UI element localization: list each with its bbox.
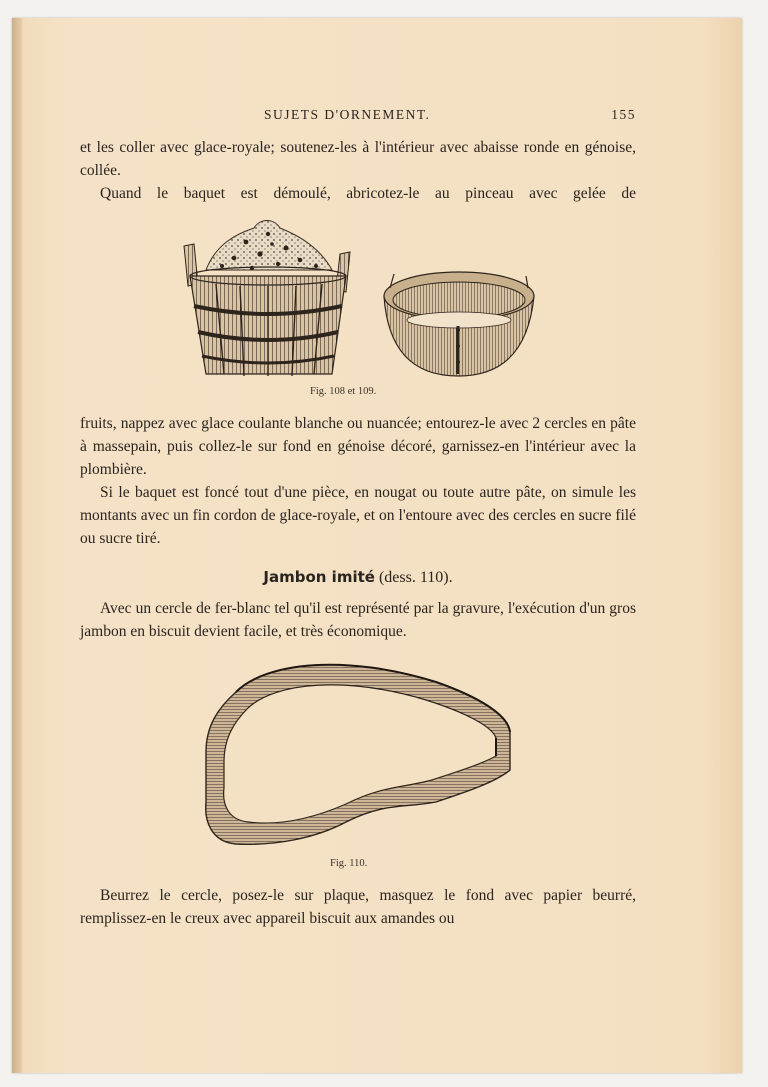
page-gutter-shadow — [12, 18, 22, 1073]
page-number: 155 — [611, 107, 636, 122]
figure-108-109-caption: Fig. 108 et 109. — [310, 386, 377, 397]
figure-109-mould-illustration — [378, 266, 540, 382]
paragraph-4: Si le baquet est foncé tout d'une pièce, en nougat ou toute autre pâte, on simule les montants avec un fin cordon de glace-royale, et on l'entoure avec des cercles en sucre filé ou sucre tiré. — [80, 484, 636, 547]
figure-108-tub-illustration — [176, 214, 358, 382]
section-heading — [80, 568, 636, 587]
paragraph-1: et les coller avec glace-royale; soutenez-les à l'intérieur avec abaisse ronde en génoise, collée. — [80, 139, 636, 179]
paragraph-3: fruits, nappez avec glace coulante blanche ou nuancée; entourez-le avec 2 cercles en pâte à massepain, puis collez-le sur fond en génoise décoré, garnissez-en l'intérieur avec la plombière. — [80, 415, 636, 478]
section-title-reference: (dess. 110). — [378, 569, 453, 586]
figure-110-ham-mould-illustration — [196, 652, 518, 852]
paragraph-6: Beurrez le cercle, posez-le sur plaque, masquez le fond avec papier beurré, remplissez-en le creux avec appareil biscuit aux amandes ou — [80, 887, 636, 927]
paragraph-2: Quand le baquet est démoulé, abricotez-le au pinceau avec gelée de — [100, 185, 636, 202]
figure-110-caption: Fig. 110. — [330, 858, 368, 869]
paragraph-5: Avec un cercle de fer-blanc tel qu'il est représenté par la gravure, l'exécution d'un gros jambon en biscuit devient facile, et très économique. — [80, 600, 636, 640]
running-header — [80, 107, 636, 127]
section-title-bold: Jambon imité — [263, 568, 375, 586]
running-title: SUJETS D'ORNEMENT. — [264, 107, 431, 122]
